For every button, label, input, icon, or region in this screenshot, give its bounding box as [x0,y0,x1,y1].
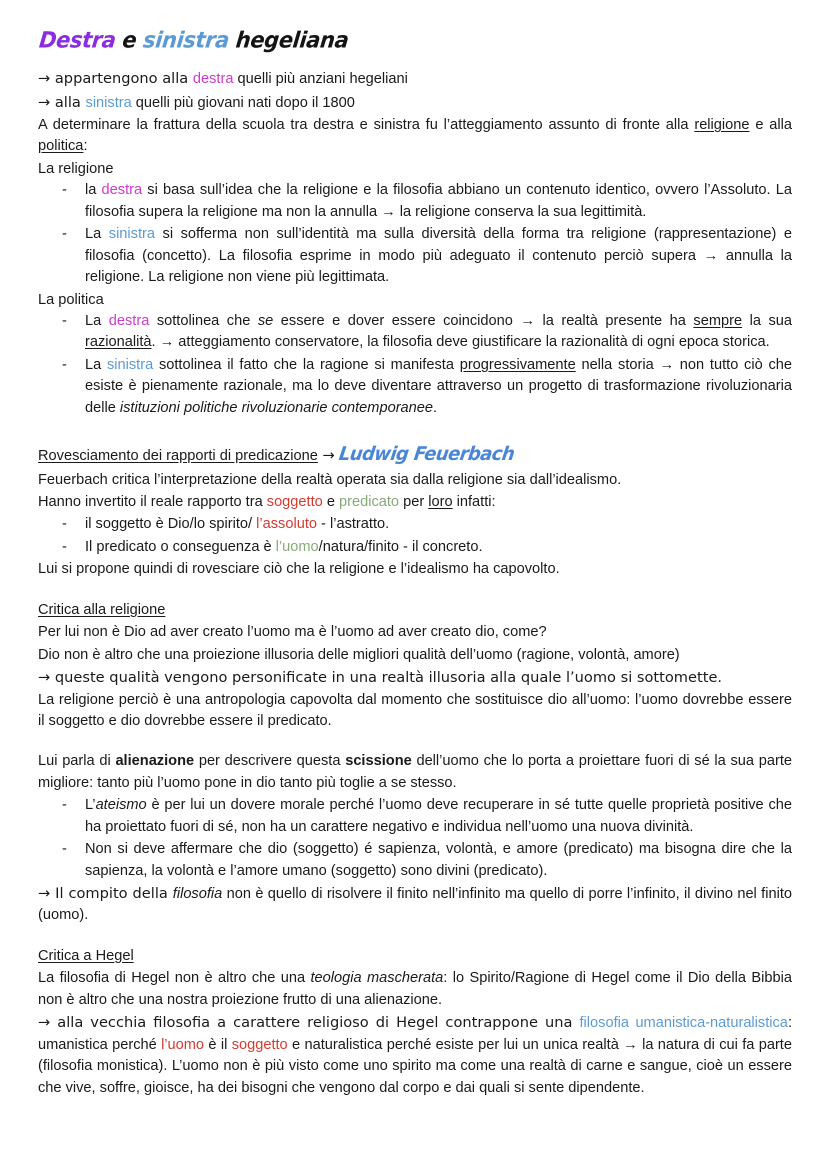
feuerbach-line-2-a: Hanno invertito il reale rapporto tra [38,494,267,511]
heading-la-religione: La religione [38,160,114,177]
alienazione-para-c: dell’uomo che lo porta a proiettare fuori di sé la sua parte migliore: tanto più l’uomo pone in dio tanto più toglie a se stesso. [38,753,793,791]
politica-item-2-highlight: sinistra [106,356,154,373]
critica-hegel-line-2-b: : umanistica perché [38,1015,792,1053]
alienazione-closing [38,883,792,927]
list-item [38,311,792,354]
politica-item-1-italic: se [257,312,274,329]
list-item [38,180,792,223]
feuerbach-line-2 [38,492,792,513]
alienazione-closing-a: → Il compito della [38,885,173,903]
heading-la-politica: La politica [38,291,104,308]
title-word-destra: Destra [37,27,117,53]
alienazione-closing-italic: filosofia [172,886,223,903]
politica-item-2-mid2: nella storia → non tutto ciò che esiste è pienamente razionale, ma lo deve diventare attraverso un progetto di trasformazione rivoluzionaria delle [85,356,792,416]
critica-hegel-line-1-a: La filosofia di Hegel non è altro che una [38,970,311,987]
politica-item-1-underline-sempre: sempre [693,312,743,329]
heading-critica-hegel-wrap [38,946,792,967]
alienazione-item-1-pre: L’ [85,797,96,814]
critica-hegel-line-2-d: e naturalistica perché esiste per lui un unica realtà → la natura di cui fa parte (filosofia monistica). L’uomo non è più visto come uno spirito ma come una realtà di carne e sangue, cioè un essere che vive, soffre, gioisce, ha dei bisogni che vengono dal corpo e dai quali si sente dipendente. [38,1036,792,1096]
intro-line-2-post: quelli più giovani nati dopo il 1800 [131,94,355,111]
list-item [38,795,792,838]
intro-underline-religione: religione [694,117,750,134]
alienazione-bold-alienazione: alienazione [115,753,195,770]
politica-item-2-pre: La [85,356,107,373]
title-word-sinistra: sinistra [141,27,231,53]
intro-line-3-b: e alla [749,117,792,134]
intro-line-1 [38,68,792,90]
alienazione-closing-b: non è quello di risolvere il finito nell’infinito ma quello di porre l’infinito, il divino nel finito (uomo). [38,886,792,924]
feuerbach-item-1-pre: il soggetto è Dio/lo spirito/ [85,516,257,533]
religione-item-2-post: si sofferma non sull’identità ma sulla diversità della forma tra religione (rappresentazione) e filosofia (concetto). La filosofia esprime in modo più adeguato il contenuto perciò supera → annulla la religione. La religione non viene più legittimata. [85,226,792,286]
religione-bullet-list [38,180,792,288]
list-item [38,355,792,419]
politica-item-1-mid1: sottolinea che [149,312,258,329]
intro-line-3 [38,115,792,158]
title-word-hegeliana: hegeliana [234,27,350,53]
alienazione-para-a: Lui parla di [38,753,116,770]
feuerbach-bullet-list [38,514,792,558]
critica-religione-line-1: Per lui non è Dio ad aver creato l’uomo ma è l’uomo ad aver creato dio, come? [38,624,547,641]
feuerbach-item-2-pre: Il predicato o conseguenza è [85,538,276,555]
section-spacer [38,928,792,946]
politica-item-2-underline-progressivamente: progressivamente [459,356,576,373]
intro-line-2 [38,92,792,114]
feuerbach-item-1-post: - l’astratto. [317,516,390,533]
section-spacer [38,733,792,751]
religione-item-1-highlight: destra [101,182,143,199]
politica-item-1-post: . → atteggiamento conservatore, la filosofia deve giustificare la razionalità di ogni epoca storica. [151,334,770,351]
section-spacer [38,582,792,600]
feuerbach-line-2-d: infatti: [452,494,496,511]
religione-item-2-pre: La [85,226,109,243]
critica-hegel-line-2-a: → alla vecchia filosofia a carattere religioso di Hegel contrappone una [38,1014,580,1032]
critica-religione-line-4: La religione perciò è una antropologia capovolta dal momento che sostituisce dio all’uomo: l’uomo dovrebbe essere il soggetto e dio dovrebbe essere il predicato. [38,691,792,729]
feuerbach-line-2-b: e [322,494,339,511]
feuerbach-soggetto: soggetto [266,494,323,511]
feuerbach-closing: Lui si propone quindi di rovesciare ciò che la religione e l’idealismo ha capovolto. [38,561,560,578]
critica-hegel-line-1 [38,968,792,1011]
religione-item-1-pre: la [85,182,102,199]
alienazione-item-1-post: è per lui un dovere morale perché l’uomo deve recuperare in sé tutte quelle proprietà positive che ha proiettato fuori di sé, non ha un carattere negativo e individua nell’uomo una nuova divinità. [85,797,792,835]
feuerbach-underline-loro: loro [428,494,453,511]
section-spacer [38,420,792,442]
heading-rovesciamento [38,442,792,468]
feuerbach-handwritten-name: Ludwig Feuerbach [337,443,517,466]
alienazione-bullet-list [38,795,792,882]
list-item [38,514,792,535]
alienazione-item-2-post: Non si deve affermare che dio (soggetto) é sapienza, volontà, e amore (predicato) ma bisogna dire che la sapienza, la volontà e l’amore umano (soggetto) sono divini (predicato). [85,841,792,879]
heading-rovesciamento-text: Rovesciamento dei rapporti di predicazione [38,448,318,465]
critica-hegel-line-2 [38,1012,792,1099]
heading-rovesciamento-arrow: → [317,447,340,465]
critica-religione-line-2: Dio non è altro che una proiezione illusoria delle migliori qualità dell’uomo (ragione, volontà, amore) [38,646,680,663]
politica-item-1-highlight: destra [108,312,150,329]
heading-critica-religione: Critica alla religione [38,601,166,618]
religione-item-1-post: si basa sull’idea che la religione e la filosofia abbiano un contenuto identico, ovvero l’Assoluto. La filosofia supera la religione ma non la annulla → la religione conserva la sua legittimità. [85,182,792,220]
politica-item-1-mid3: la sua [742,312,792,329]
politica-item-2-mid1: sottolinea il fatto che la ragione si manifesta [153,356,460,373]
heading-critica-religione-wrap [38,600,792,621]
alienazione-item-1-italic: ateismo [95,797,147,814]
intro-line-3-a: A determinare la frattura della scuola tra destra e sinistra fu l’atteggiamento assunto di fronte alla [38,117,695,134]
feuerbach-line-1: Feuerbach critica l’interpretazione della realtà operata sia dalla religione sia dall’idealismo. [38,471,622,488]
heading-critica-hegel: Critica a Hegel [38,947,134,964]
politica-item-2-post: . [433,399,438,416]
alienazione-para-b: per descrivere questa [194,753,346,770]
critica-hegel-line-2-c: è il [204,1036,232,1053]
feuerbach-line-2-c: per [399,494,429,511]
feuerbach-item-1-highlight: l’assoluto [256,516,317,533]
feuerbach-predicato: predicato [339,494,400,511]
politica-bullet-list [38,311,792,419]
critica-hegel-line-1-b: : lo Spirito/Ragione di Hegel come il Dio della Bibbia non è altro che una nostra proiezione frutto di una alienazione. [38,970,792,1008]
critica-hegel-italic-teologia: teologia mascherata [310,970,444,987]
title-word-e: e [121,27,138,53]
intro-line-2-highlight: sinistra [85,94,132,111]
feuerbach-item-2-post: /natura/finito - il concreto. [318,538,483,555]
religione-item-2-highlight: sinistra [108,226,155,243]
alienazione-paragraph [38,751,792,794]
list-item [38,224,792,288]
critica-hegel-blue-filosofia: filosofia umanistica-naturalistica [579,1015,788,1032]
critica-hegel-red-soggetto: soggetto [231,1036,288,1053]
list-item [38,839,792,882]
intro-line-3-c: : [83,138,88,155]
list-item [38,537,792,558]
politica-item-1-underline-razionalita: razionalità [85,334,152,351]
politica-item-2-italic: istituzioni politiche rivoluzionarie contemporanee [119,399,434,416]
page-title [38,28,795,52]
alienazione-bold-scissione: scissione [345,753,412,770]
critica-religione-line-3: → queste qualità vengono personificate in una realtà illusoria alla quale l’uomo si sottomette. [38,669,723,687]
intro-line-1-pre: → appartengono alla [38,70,193,88]
intro-underline-politica: politica [38,138,84,155]
intro-line-1-post: quelli più anziani hegeliani [233,71,408,88]
critica-hegel-red-uomo: l’uomo [161,1036,205,1053]
politica-item-1-pre: La [85,312,109,329]
feuerbach-item-2-highlight: l’uomo [275,538,319,555]
politica-item-1-mid2: essere e dover essere coincidono → la realtà presente ha [273,312,694,329]
intro-line-1-highlight: destra [192,71,234,88]
intro-line-2-pre: → alla [38,93,86,111]
